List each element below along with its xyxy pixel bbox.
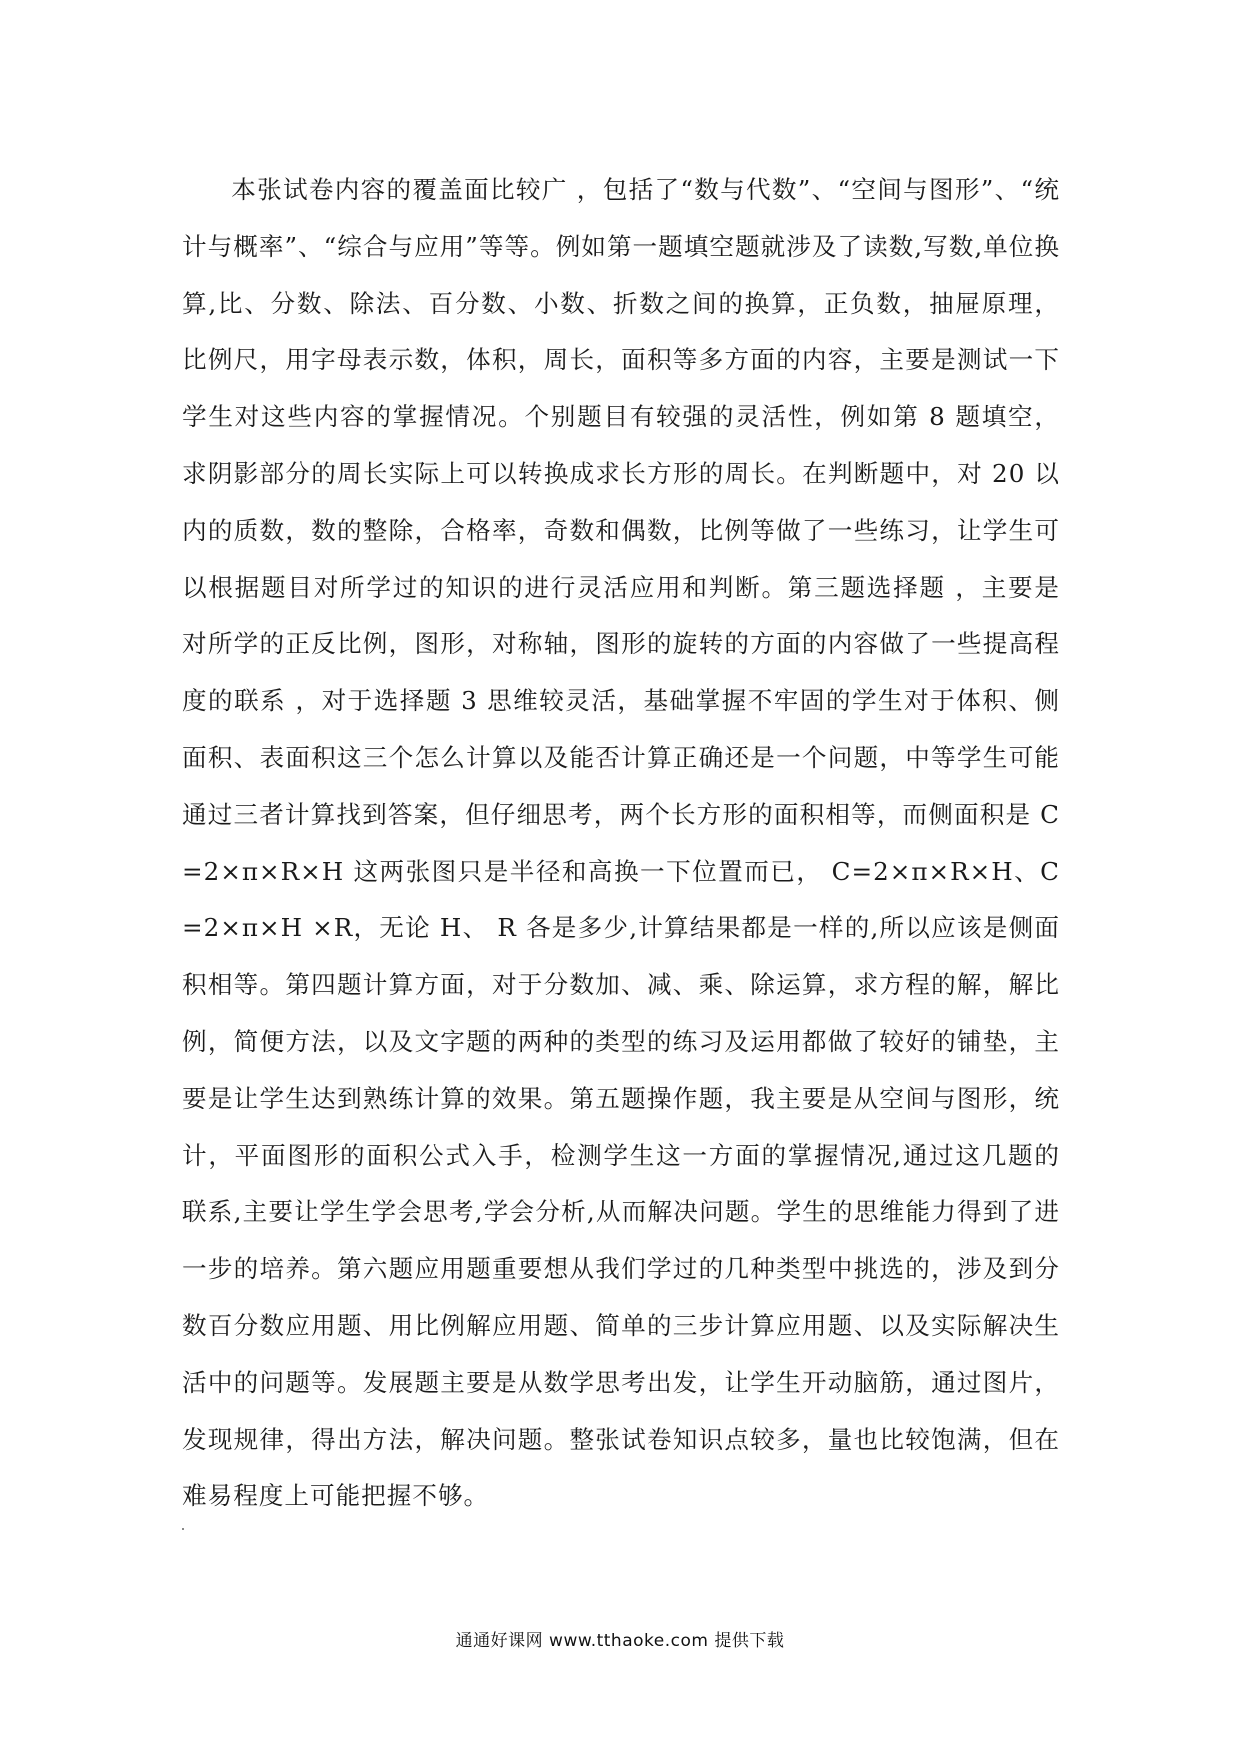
document-body (182, 162, 1060, 1525)
scan-speck (182, 1528, 184, 1530)
body-paragraph: 本张试卷内容的覆盖面比较广 ，包括了“数与代数”、“空间与图形”、“统计与概率”、“综合与应用”等等。例如第一题填空题就涉及了读数,写数,单位换算,比、分数、除法、百分数、小数、折数之间的换算，正负数，抽屉原理，比例尺，用字母表示数，体积，周长，面积等多方面的内容，主要是测试一下学生对这些内容的掌握情况。个别题目有较强的灵活性，例如第 8 题填空，求阴影部分的周长实际上可以转换成求长方形的周长。在判断题中，对 20 以内的质数，数的整除，合格率，奇数和偶数，比例等做了一些练习，让学生可以根据题目对所学过的知识的进行灵活应用和判断。第三题选择题 ，主要是对所学的正反比例，图形，对称轴，图形的旋转的方面的内容做了一些提高程度的联系 ，对于选择题 3 思维较灵活，基础掌握不牢固的学生对于体积、侧面积、表面积这三个怎么计算以及能否计算正确还是一个问题，中等学生可能通过三者计算找到答案，但仔细思考，两个长方形的面积相等，而侧面积是 C=2×π×R×H 这两张图只是半径和高换一下位置而已， C=2×π×R×H、C=2×π×H ×R，无论 H、 R 各是多少,计算结果都是一样的,所以应该是侧面积相等。第四题计算方面，对于分数加、减、乘、除运算，求方程的解，解比例，简便方法，以及文字题的两种的类型的练习及运用都做了较好的铺垫，主要是让学生达到熟练计算的效果。第五题操作题，我主要是从空间与图形，统计，平面图形的面积公式入手，检测学生这一方面的掌握情况,通过这几题的联系,主要让学生学会思考,学会分析,从而解决问题。学生的思维能力得到了进一步的培养。第六题应用题重要想从我们学过的几种类型中挑选的，涉及到分数百分数应用题、用比例解应用题、简单的三步计算应用题、以及实际解决生活中的问题等。发展题主要是从数学思考出发，让学生开动脑筋，通过图片，发现规律，得出方法，解决问题。整张试卷知识点较多，量也比较饱满，但在难易程度上可能把握不够。 (182, 175, 1060, 1511)
page-footer: 通通好课网 www.tthaoke.com 提供下载 (455, 1631, 785, 1651)
